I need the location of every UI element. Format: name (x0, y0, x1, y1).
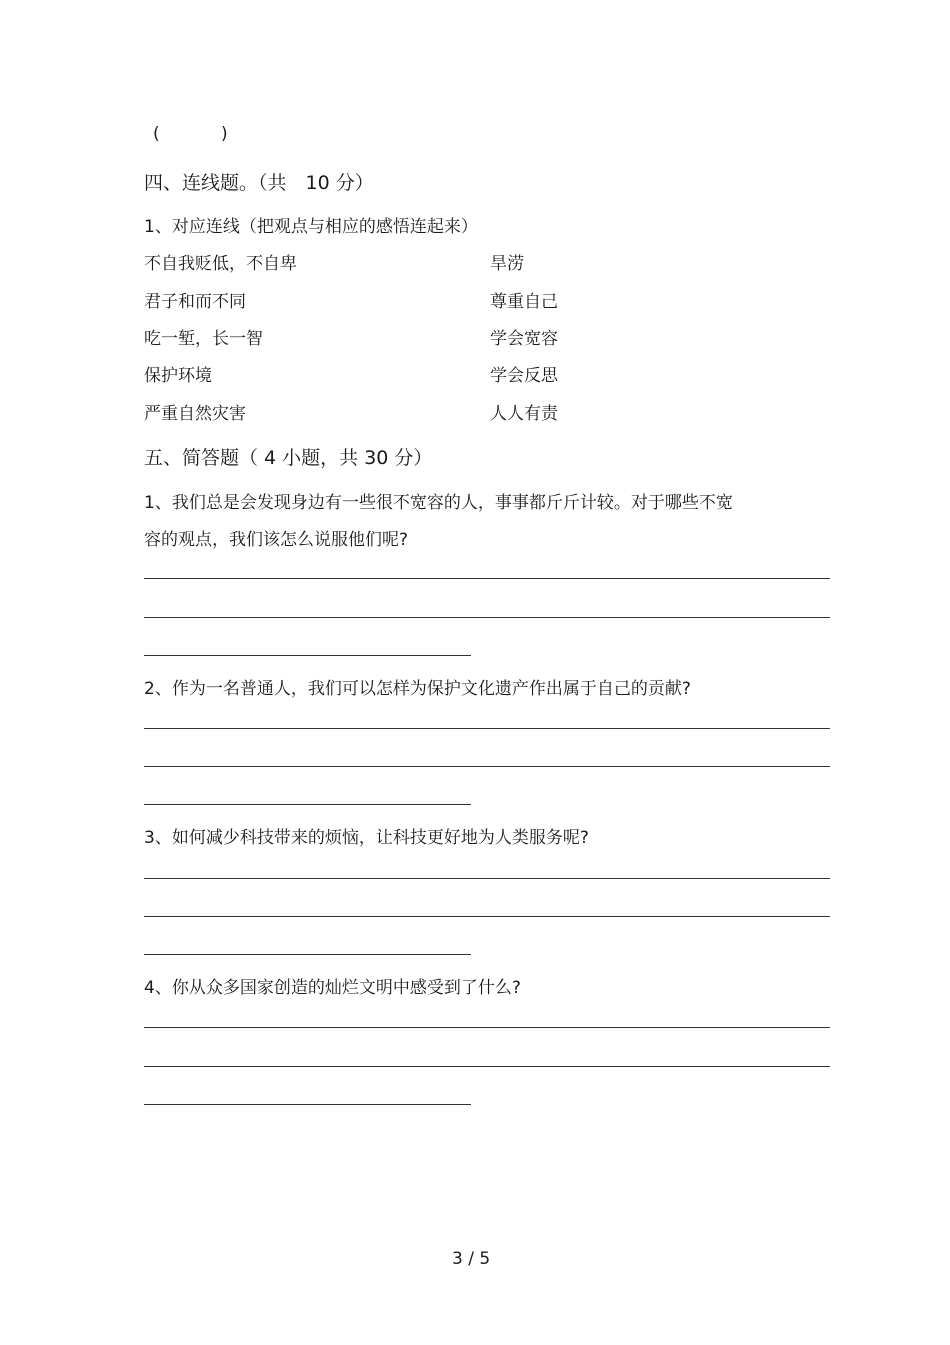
answer-line-short (144, 1104, 471, 1105)
question-3: 3、如何减少科技带来的烦恼，让科技更好地为人类服务呢? (144, 828, 589, 848)
answer-paren-close: ) (221, 124, 228, 144)
right-item: 学会宽容 (490, 329, 558, 349)
section-4-question: 1、对应连线（把观点与相应的感悟连起来） (144, 217, 478, 237)
right-item: 学会反思 (490, 366, 558, 386)
left-item: 严重自然灾害 (144, 404, 246, 424)
left-item: 不自我贬低，不自卑 (144, 254, 297, 274)
right-item: 旱涝 (490, 254, 524, 274)
answer-line (144, 878, 830, 879)
answer-line (144, 1066, 830, 1067)
question-1-line-2: 容的观点，我们该怎么说服他们呢? (144, 530, 409, 550)
answer-line (144, 728, 830, 729)
answer-line-short (144, 655, 471, 656)
question-1-line-1: 1、我们总是会发现身边有一些很不宽容的人，事事都斤斤计较。对于哪些不宽 (144, 493, 733, 513)
left-item: 吃一堑，长一智 (144, 329, 263, 349)
answer-line (144, 617, 830, 618)
left-item: 君子和而不同 (144, 292, 246, 312)
page-number: 3 / 5 (452, 1249, 491, 1269)
answer-line (144, 578, 830, 579)
answer-line-short (144, 954, 471, 955)
section-4-title: 四、连线题。（共 10 分） (144, 172, 374, 194)
answer-paren-open: ( (153, 124, 160, 144)
answer-line-short (144, 804, 471, 805)
question-2: 2、作为一名普通人，我们可以怎样为保护文化遗产作出属于自己的贡献? (144, 679, 691, 699)
answer-line (144, 1027, 830, 1028)
right-item: 尊重自己 (490, 292, 558, 312)
left-item: 保护环境 (144, 366, 212, 386)
question-4: 4、你从众多国家创造的灿烂文明中感受到了什么? (144, 978, 521, 998)
right-item: 人人有责 (490, 404, 558, 424)
answer-line (144, 916, 830, 917)
section-5-title: 五、简答题（ 4 小题，共 30 分） (144, 447, 433, 469)
answer-line (144, 766, 830, 767)
